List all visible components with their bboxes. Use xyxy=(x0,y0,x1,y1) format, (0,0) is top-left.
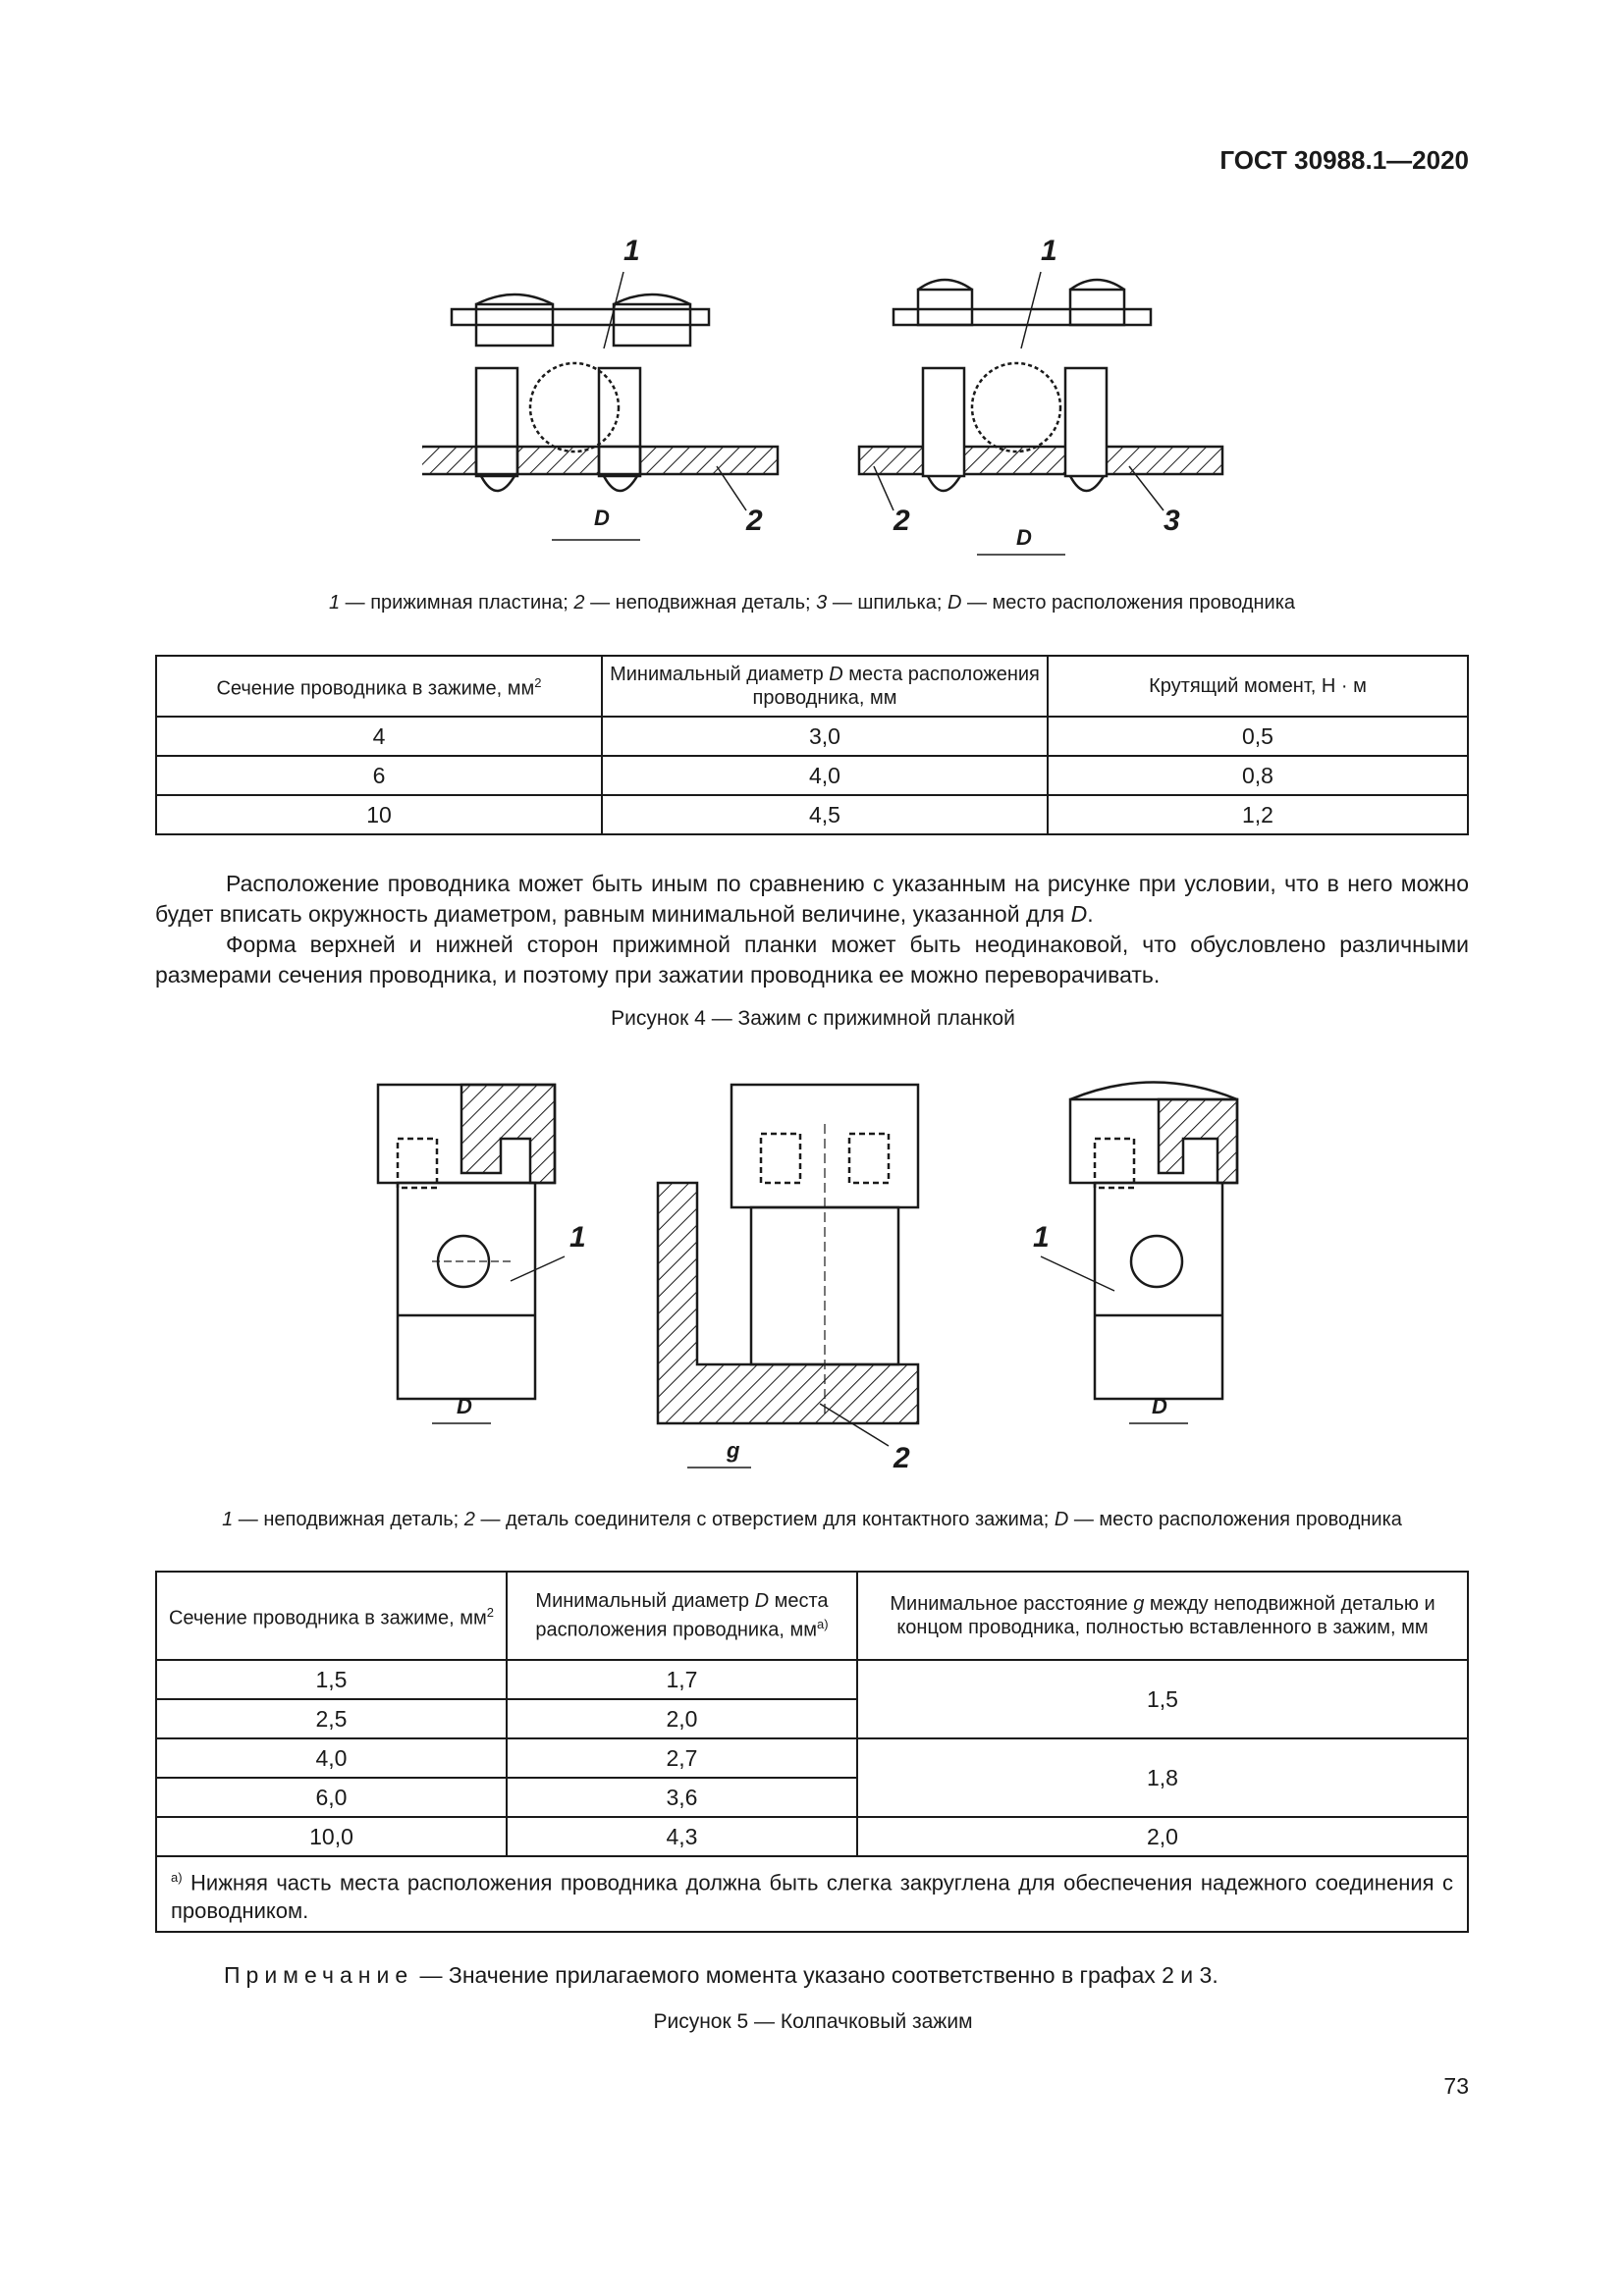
figure4-callout-1-right: 1 xyxy=(1041,235,1057,267)
fig4-col-torque: Крутящий момент, Н · м xyxy=(1048,656,1468,717)
figure5-dim-d-right: D xyxy=(1152,1394,1167,1418)
figure4-callout-3: 3 xyxy=(1164,505,1180,537)
table-row: 4 3,0 0,5 xyxy=(156,717,1468,756)
table-row: 4,0 2,7 1,8 xyxy=(156,1738,1468,1778)
paragraph: Форма верхней и нижней сторон прижимной планки может быть неодинаковой, что обусловлено различными размерами сечения проводника, и поэтому при зажатии проводника ее можно переворачивать. xyxy=(155,932,1469,988)
figure5-callout-1-right: 1 xyxy=(1033,1221,1050,1254)
figure4-dim-d-right: D xyxy=(1016,525,1032,550)
table-row: 6 4,0 0,8 xyxy=(156,756,1468,795)
figure5-dim-g: g xyxy=(727,1438,740,1463)
figure4-drawing xyxy=(422,231,1227,564)
figure5-left-clamp xyxy=(378,1085,555,1399)
fig4-col-section: Сечение проводника в зажиме, $мм^2$ xyxy=(156,656,602,717)
table-row: 10 4,5 1,2 xyxy=(156,795,1468,834)
figure4-right-assembly xyxy=(859,280,1222,491)
figure4-callout-1-left: 1 xyxy=(623,235,640,267)
fig4-col-diameter: Минимальный диаметр D места расположения проводника, мм xyxy=(602,656,1048,717)
page-number: 73 xyxy=(1443,2073,1469,2099)
fig5-col-distance: Минимальное расстояние g между неподвижной деталью и концом проводника, полностью вставленного в зажим, мм xyxy=(857,1572,1468,1660)
document-code: ГОСТ 30988.1—2020 xyxy=(1219,145,1469,175)
figure5-dim-d-left: D xyxy=(457,1394,472,1418)
figure5-note: Примечание — Значение прилагаемого момента указано соответственно в графах 2 и 3. xyxy=(224,1962,1218,1988)
paragraph: Расположение проводника может быть иным по сравнению с указанным на рисунке при условии, что в него можно будет вписать окружность диаметром, равным минимальной величине, указанной для D. xyxy=(155,871,1469,927)
table-footnote: $^{а)}$ Нижняя часть места расположения проводника должна быть слегка закруглена для обеспечения надежного соединения с проводником. xyxy=(156,1856,1468,1932)
figure5-caption: Рисунок 5 — Колпачковый зажим xyxy=(653,2010,973,2033)
fig5-col-section: Сечение проводника в зажиме, $мм^2$ xyxy=(156,1572,507,1660)
table-footnote-row xyxy=(156,1856,1468,1932)
figure4-left-assembly xyxy=(422,294,778,491)
figure5-centre-clamp xyxy=(658,1085,918,1423)
figure5-drawing xyxy=(373,1065,1276,1487)
figure4-notes xyxy=(155,869,1469,990)
figure4-dim-d-left: D xyxy=(594,506,610,530)
table-row: 2,5 2,0 xyxy=(156,1699,1468,1738)
figure4-table xyxy=(155,655,1469,835)
figure5-right-clamp xyxy=(1070,1083,1237,1400)
figure5-callout-1-left: 1 xyxy=(569,1221,586,1254)
figure4-legend: 1 — прижимная пластина; 2 — неподвижная деталь; 3 — шпилька; D — место расположения проводника xyxy=(328,592,1296,614)
figure4-callout-2-left: 2 xyxy=(746,505,763,537)
table-row: 10,0 4,3 2,0 xyxy=(156,1817,1468,1856)
table-row: 1,5 1,7 1,5 xyxy=(156,1660,1468,1699)
figure5-table xyxy=(155,1571,1469,1933)
fig5-col-diameter: Минимальный диаметр D места расположения проводника, $мм^{а)}$ xyxy=(507,1572,857,1660)
table-row: 6,0 3,6 xyxy=(156,1778,1468,1817)
figure5-legend: 1 — неподвижная деталь; 2 — деталь соединителя с отверстием для контактного зажима; D — место расположения проводника xyxy=(222,1509,1402,1530)
figure4-caption: Рисунок 4 — Зажим с прижимной планкой xyxy=(611,1007,1015,1030)
figure5-callout-2: 2 xyxy=(893,1442,910,1474)
figure4-callout-2-right: 2 xyxy=(893,505,910,537)
